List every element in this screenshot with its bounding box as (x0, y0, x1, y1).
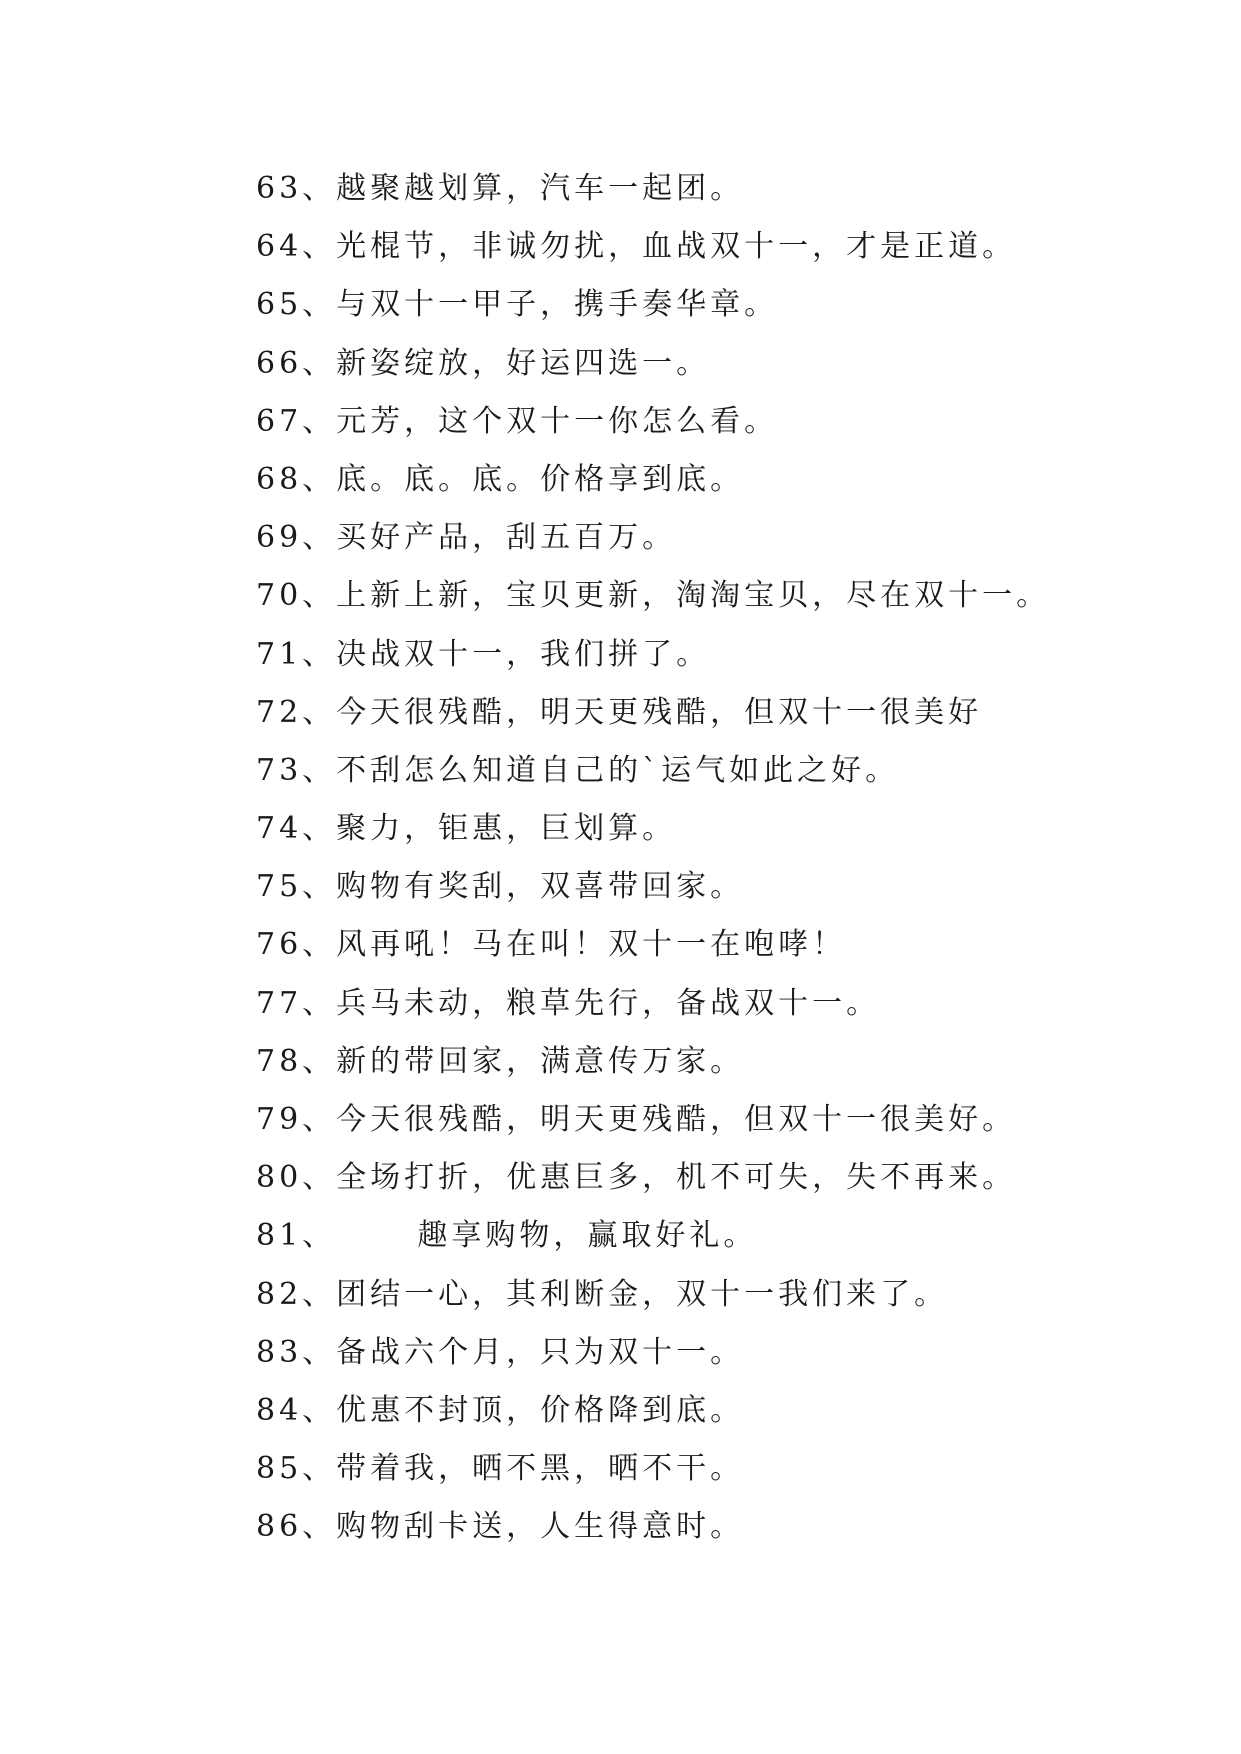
list-item: 63、越聚越划算，汽车一起团。 (256, 171, 745, 206)
list-item: 83、备战六个月，只为双十一。 (256, 1334, 745, 1370)
list-item: 86、购物刮卡送，人生得意时。 (256, 1509, 745, 1545)
list-item: 67、元芳，这个双十一你怎么看。 (256, 403, 779, 439)
list-item: 74、聚力，钜惠，巨划算。 (256, 811, 677, 847)
list-item: 76、风再吼！马在叫！双十一在咆哮！ (256, 927, 847, 963)
list-item: 80、全场打折，优惠巨多，机不可失，失不再来。 (256, 1160, 1017, 1196)
list-item: 64、光棍节，非诚勿扰，血战双十一，才是正道。 (256, 229, 1017, 265)
list-item: 68、底。底。底。价格享到底。 (256, 461, 745, 497)
list-item: 73、不刮怎么知道自己的`运气如此之好。 (256, 752, 900, 788)
slogan-list (256, 160, 1156, 1557)
list-item: 75、购物有奖刮，双喜带回家。 (256, 869, 745, 905)
list-item: 85、带着我，晒不黑，晒不干。 (256, 1451, 745, 1487)
list-item: 71、决战双十一，我们拼了。 (256, 636, 711, 672)
list-item: 77、兵马未动，粮草先行，备战双十一。 (256, 985, 881, 1021)
list-item: 69、买好产品，刮五百万。 (256, 520, 677, 556)
list-item: 70、上新上新，宝贝更新，淘淘宝贝，尽在双十一。 (256, 578, 1051, 614)
list-item: 81、 趣享购物，赢取好礼。 (256, 1218, 758, 1254)
list-item: 79、今天很残酷，明天更残酷，但双十一很美好。 (256, 1102, 1017, 1137)
list-item: 84、优惠不封顶，价格降到底。 (256, 1392, 745, 1428)
list-item: 65、与双十一甲子，携手奏华章。 (256, 287, 779, 323)
list-item: 72、今天很残酷，明天更残酷，但双十一很美好 (256, 694, 983, 730)
list-item: 78、新的带回家，满意传万家。 (256, 1043, 745, 1079)
list-item: 82、团结一心，其利断金，双十一我们来了。 (256, 1276, 949, 1312)
list-item: 66、新姿绽放，好运四选一。 (256, 345, 711, 381)
